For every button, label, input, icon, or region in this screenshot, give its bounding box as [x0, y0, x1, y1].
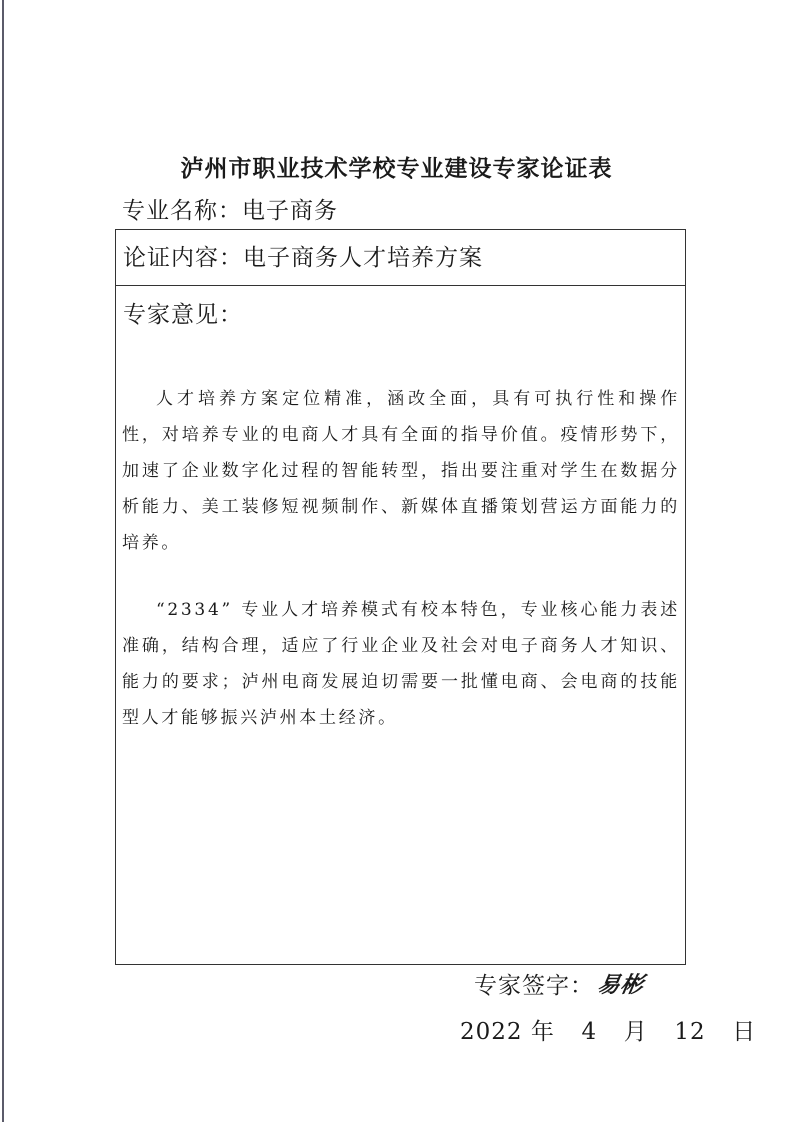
date-day: 12 [674, 1019, 706, 1045]
topic-value: 电子商务人才培养方案 [243, 245, 483, 271]
date-month: 4 [581, 1019, 598, 1045]
date-year-unit: 年 [530, 1019, 555, 1045]
evaluation-table [115, 229, 686, 965]
major-label: 专业名称： [122, 198, 242, 224]
topic-cell [123, 239, 483, 272]
opinion-paragraph-1: 人才培养方案定位精准，涵改全面，具有可执行性和操作性，对培养专业的电商人才具有全面的指导价值。疫情形势下，加速了企业数字化过程的智能转型，指出要注重对学生在数据分析能力、美工装修短视频制作、新媒体直播策划营运方面能力的培养。 [122, 389, 680, 553]
date-day-unit: 日 [732, 1019, 757, 1045]
document-title: 泸州市职业技术学校专业建设专家论证表 [180, 155, 613, 182]
date-year: 2022 [460, 1019, 523, 1045]
opinion-paragraph-2: “2334” 专业人才培养模式有校本特色，专业核心能力表述准确，结构合理，适应了行业企业及社会对电子商务人才知识、能力的要求；泸州电商发展迫切需要一批懂电商、会电商的技能型人才能够振兴泸州本土经济。 [122, 600, 680, 728]
signature-label: 专家签字： [474, 973, 594, 999]
topic-row [116, 230, 685, 286]
major-value: 电子商务 [242, 198, 338, 224]
opinion-label: 专家意见： [123, 302, 243, 328]
topic-label: 论证内容： [123, 245, 243, 271]
handwritten-signature: 易彬 [595, 972, 647, 998]
date-month-unit: 月 [623, 1019, 648, 1045]
major-name-line [122, 192, 338, 225]
date-line [460, 1013, 756, 1046]
signature-line [474, 967, 647, 1000]
